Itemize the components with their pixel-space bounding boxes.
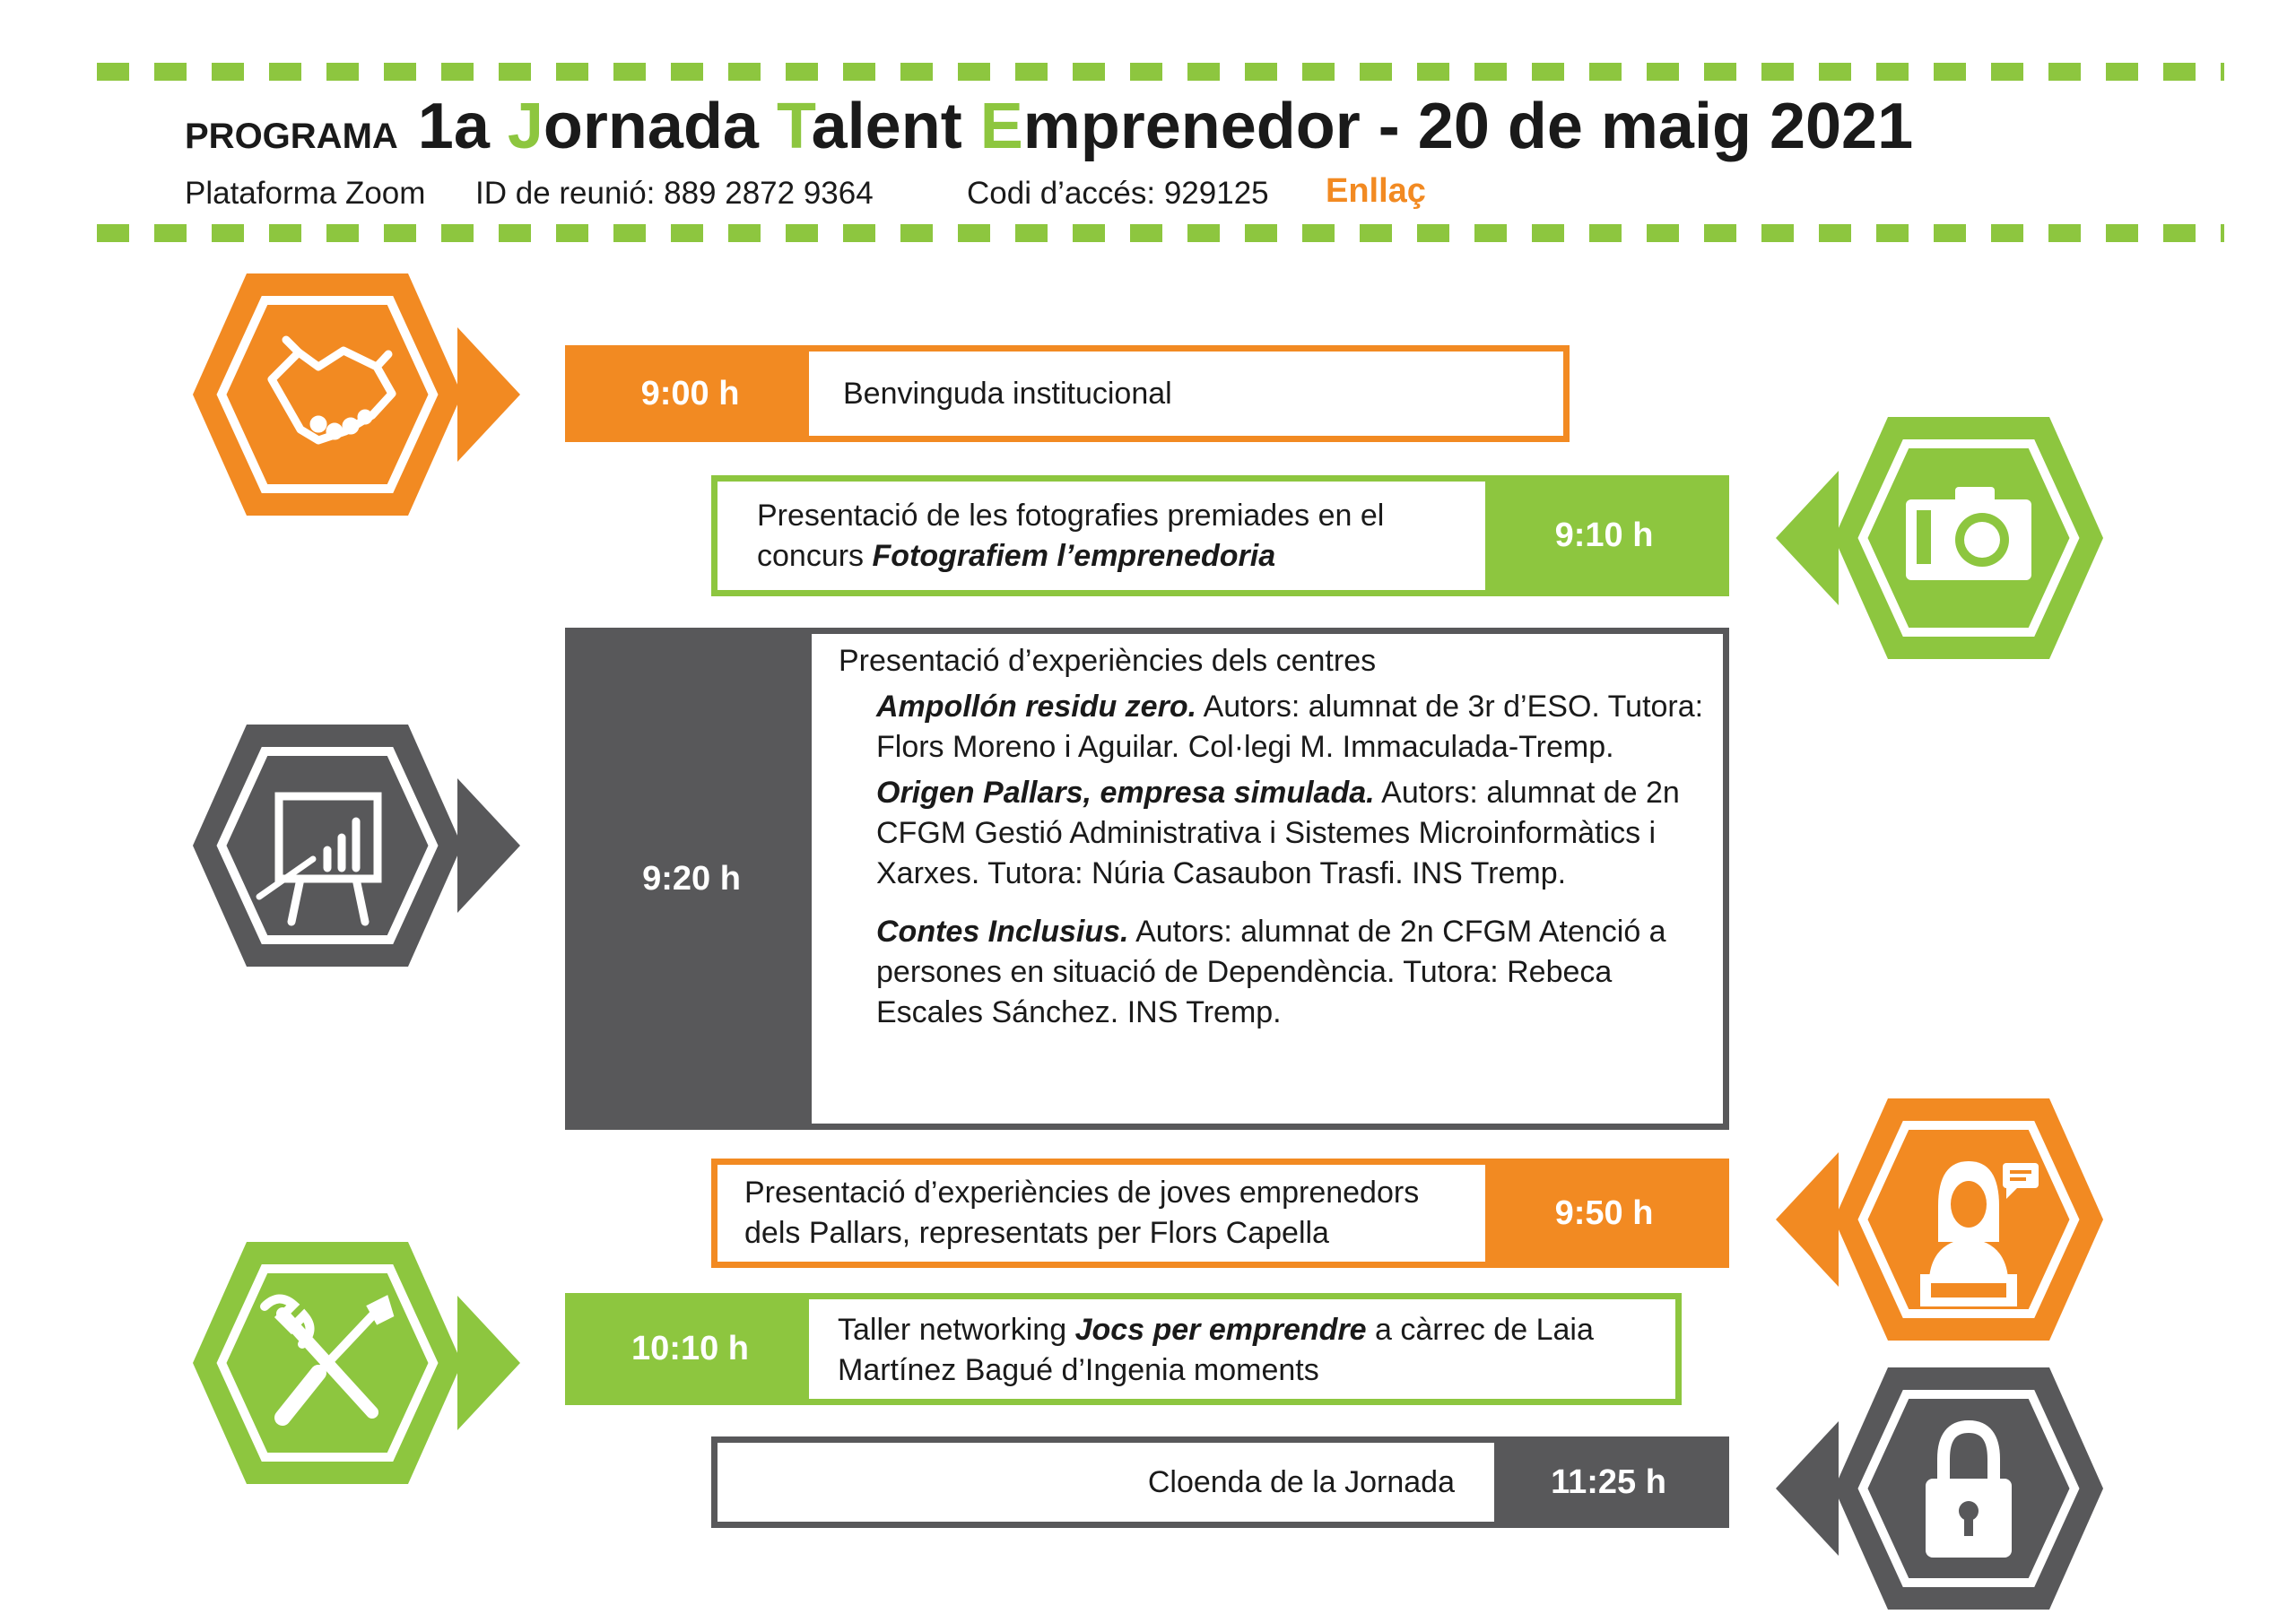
agenda-text	[809, 1299, 1675, 1399]
experience-title: Contes Inclusius.	[876, 915, 1129, 949]
title-part: ornada	[543, 91, 777, 162]
time-label: 9:20 h	[571, 634, 812, 1124]
title-letter-e: E	[979, 91, 1023, 162]
programa-label: PROGRAMA	[185, 117, 398, 156]
experience-title: Origen Pallars, empresa simulada.	[876, 776, 1375, 810]
title-part: alent	[811, 91, 980, 162]
agenda-text	[812, 634, 1723, 1124]
title-date: - 20 de maig 2021	[1360, 91, 1914, 162]
bottom-dash-line	[97, 224, 2224, 242]
camera-icon	[1906, 487, 2031, 580]
time-label: 9:10 h	[1485, 482, 1723, 590]
time-label: 9:50 h	[1485, 1165, 1723, 1262]
camera-hex	[1771, 417, 2103, 659]
agenda-text-line: Presentació d’experiències de joves emprenedors	[744, 1176, 1420, 1210]
agenda-item-0950	[711, 1159, 1729, 1268]
experience-item	[839, 687, 1705, 768]
agenda-text-part: a càrrec de Laia Martínez Bagué d’Ingenia moments	[838, 1313, 1594, 1387]
title-part: mprenedor	[1022, 91, 1361, 162]
agenda-text	[718, 1165, 1485, 1262]
experience-body: Autors: alumnat de 3r d’ESO. Tutora: Flors Moreno i Aguilar. Col·legi M. Immaculada-Tremp.	[876, 690, 1704, 764]
time-label: 10:10 h	[571, 1299, 809, 1399]
agenda-text-line: Presentació de les fotografies premiades en el	[757, 498, 1385, 533]
agenda-text: Cloenda de la Jornada	[718, 1443, 1494, 1522]
experience-body: Autors: alumnat de 2n CFGM Gestió Administrativa i Sistemes Microinformàtics i Xarxes. Tutora: Núria Casaubon Trasfi. INS Tremp.	[876, 776, 1680, 890]
experience-item	[839, 912, 1705, 1033]
top-dash-line	[97, 63, 2224, 81]
agenda-item-0900	[565, 345, 1570, 442]
title-part: 1a	[417, 91, 508, 162]
contest-name: Fotografiem l’emprenedoria	[872, 538, 1276, 573]
agenda-text	[718, 482, 1485, 590]
time-label: 11:25 h	[1494, 1443, 1723, 1522]
zoom-link[interactable]: Enllaç	[1326, 172, 1426, 210]
agenda-text: Benvinguda institucional	[809, 352, 1563, 436]
platform-text: Plataforma Zoom	[185, 176, 426, 211]
presentation-hex	[193, 725, 525, 967]
experience-body: Autors: alumnat de 2n CFGM Atenció a persones en situació de Dependència. Tutora: Rebeca Escales Sánchez. INS Tremp.	[876, 915, 1666, 1029]
handshake-hex	[193, 273, 525, 516]
agenda-item-1010	[565, 1293, 1682, 1405]
agenda-item-0920	[565, 628, 1729, 1130]
agenda-item-0910	[711, 475, 1729, 596]
agenda-text-line: dels Pallars, representats per Flors Capella	[744, 1216, 1329, 1250]
page-title	[185, 90, 1913, 163]
tools-hex	[193, 1242, 525, 1484]
experiences-intro: Presentació d’experiències dels centres	[839, 644, 1377, 678]
lock-hex	[1771, 1367, 2103, 1610]
agenda-item-1125	[711, 1436, 1729, 1528]
speaker-hex	[1771, 1098, 2103, 1341]
experience-item	[839, 773, 1705, 894]
meeting-id-text: ID de reunió: 889 2872 9364	[475, 176, 874, 211]
agenda-text-part: Taller networking	[838, 1313, 1075, 1347]
experience-title: Ampollón residu zero.	[876, 690, 1197, 724]
workshop-name: Jocs per emprendre	[1074, 1313, 1367, 1347]
agenda-text-line	[757, 536, 1485, 577]
agenda-text-part: concurs	[757, 538, 873, 573]
title-letter-j: J	[507, 91, 544, 162]
title-letter-t: T	[776, 91, 812, 162]
time-label: 9:00 h	[571, 352, 809, 436]
access-code-text: Codi d’accés: 929125	[967, 176, 1269, 211]
